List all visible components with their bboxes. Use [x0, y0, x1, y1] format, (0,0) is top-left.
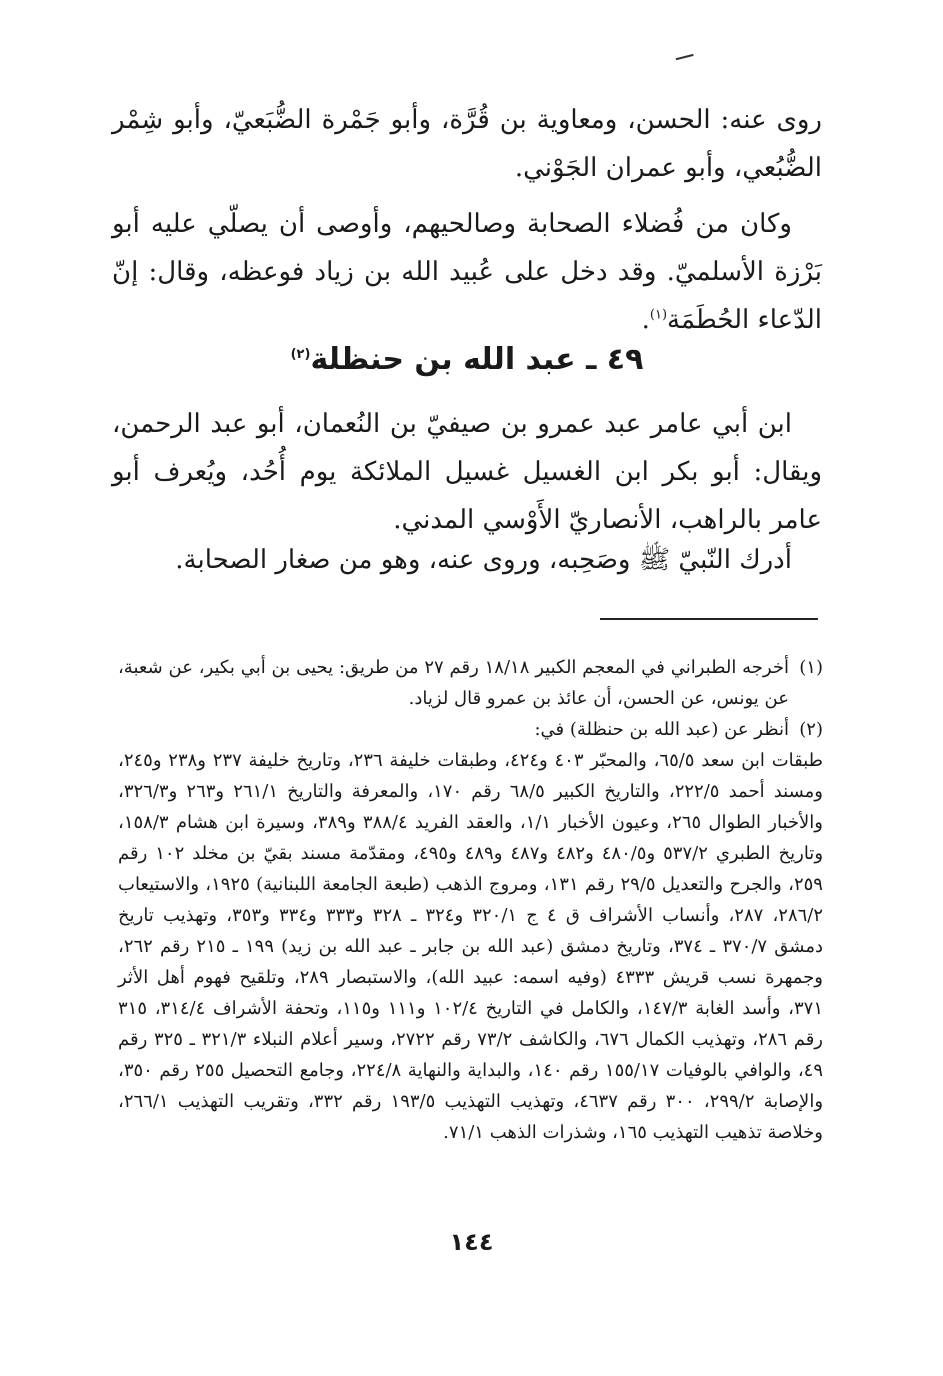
footnote-2-number: (٢) — [799, 719, 823, 740]
footnote-ref-2: (٢) — [290, 347, 311, 362]
footnote-ref-1: (١) — [649, 307, 668, 323]
period: . — [641, 305, 650, 335]
page-number: ١٤٤ — [449, 1228, 494, 1256]
footnote-1-number: (١) — [799, 657, 823, 678]
footnote-2 — [118, 714, 823, 745]
narrators-paragraph — [112, 96, 822, 192]
lineage-paragraph — [112, 400, 822, 544]
narrators-text: روى عنه: الحسن، ومعاوية بن قُرَّة، وأبو جَمْرة الضُّبَعيّ، وأبو شِمْر الضُّبُعي، وأبو عمران الجَوْني. — [112, 105, 822, 183]
footnote-1-text: أخرجه الطبراني في المعجم الكبير ١٨/١٨ رقم ٢٧ من طريق: يحيى بن أبي بكير، عن شعبة، عن يونس، عن الحسن، أن عائذ بن عمرو قال لزياد. — [118, 657, 789, 709]
footnote-1 — [118, 652, 823, 714]
virtue-paragraph — [112, 200, 822, 344]
companionship-paragraph — [112, 536, 822, 584]
footnotes — [118, 652, 823, 1148]
footnote-divider — [600, 618, 818, 620]
stray-mark — [676, 54, 695, 63]
entry-heading — [112, 330, 822, 390]
footnote-2-sources: طبقات ابن سعد ٦٥/٥، والمحبّر ٤٠٣ و٤٢٤، وطبقات خليفة ٢٣٦، وتاريخ خليفة ٢٣٧ و٢٣٨ و٢٤٥، ومسند أحمد ٢٢٢/٥، والتاريخ الكبير ٦٨/٥ رقم ١٧٠، والمعرفة والتاريخ ٢٦١/١ و٢٦٣ و٣٢٦/٣، والأخبار الطوال ٢٦٥، وعيون الأخبار ١/١، والعقد الفريد ٣٨٨/٤ و٣٨٩، وسيرة ابن هشام ١٥٨/٣، وتاريخ الطبري ٥٣٧/٢ و٤٨٠/٥ و٤٨٢ و٤٨٧ و٤٨٩ و٤٩٥، ومقدّمة مسند بقيّ بن مخلد ١٠٢ رقم ٢٥٩، والجرح والتعديل ٢٩/٥ رقم ١٣١، ومروج الذهب (طبعة الجامعة اللبنانية) ١٩٢٥، والاستيعاب ٢٨٦/٢، ٢٨٧، وأنساب الأشراف ق ٤ ج ٣٢٠/١ و٣٢٤ ـ ٣٢٨ و٣٣٣ و٣٣٤ و٣٥٣، وتهذيب تاريخ دمشق ٣٧٠/٧ ـ ٣٧٤، وتاريخ دمشق (عبد الله بن جابر ـ عبد الله بن زيد) ١٩٩ ـ ٢١٥ رقم ٢٦٢، وجمهرة نسب قريش ٤٣٣٣ (وفيه اسمه: عبيد الله)، والاستبصار ٢٨٩، وتلقيح فهوم أهل الأثر ٣٧١، وأسد الغابة ١٤٧/٣، والكامل في التاريخ ١٠٢/٤ و١١١ و١١٥، وتحفة الأشراف ٣١٤/٤، ٣١٥ رقم ٢٨٦، وتهذيب الكمال ٦٧٦، والكاشف ٧٣/٢ رقم ٢٧٢٢، وسير أعلام النبلاء ٣٢١/٣ ـ ٣٢٥ رقم ٤٩، والوافي بالوفيات ١٥٥/١٧ رقم ١٤٠، والبداية والنهاية ٢٢٤/٨، وجامع التحصيل ٢٥٥ رقم ٣٥٠، والإصابة ٢٩٩/٢، ٣٠٠ رقم ٤٦٣٧، وتهذيب التهذيب ١٩٣/٥ رقم ٣٣٢، وتقريب التهذيب ٢٦٦/١، وخلاصة تذهيب التهذيب ١٦٥، وشذرات الذهب ٧١/١. — [118, 750, 824, 1143]
virtue-text: وكان من فُضلاء الصحابة وصالحيهم، وأوصى أن يصلّي عليه أبو بَرْزة الأسلميّ. وقد دخل على عُبيد الله بن زياد فوعظه، وقال: إنّ الدّعاء الحُطَمَة — [112, 209, 822, 335]
entry-heading-text: ٤٩ ـ عبد الله بن حنظلة — [310, 342, 644, 377]
companionship-text: أدرك النّبيّ ﷺ وصَحِبه، وروى عنه، وهو من صغار الصحابة. — [175, 545, 792, 575]
lineage-text: ابن أبي عامر عبد عمرو بن صيفيّ بن النُعمان، أبو عبد الرحمن، ويقال: أبو بكر ابن الغسيل غسيل الملائكة يوم أُحُد، ويُعرف أبو عامر بالراهب، الأنصاريّ الأَوْسي المدني. — [112, 409, 822, 535]
footnote-2-text: أنظر عن (عبد الله بن حنظلة) في: — [534, 719, 789, 740]
